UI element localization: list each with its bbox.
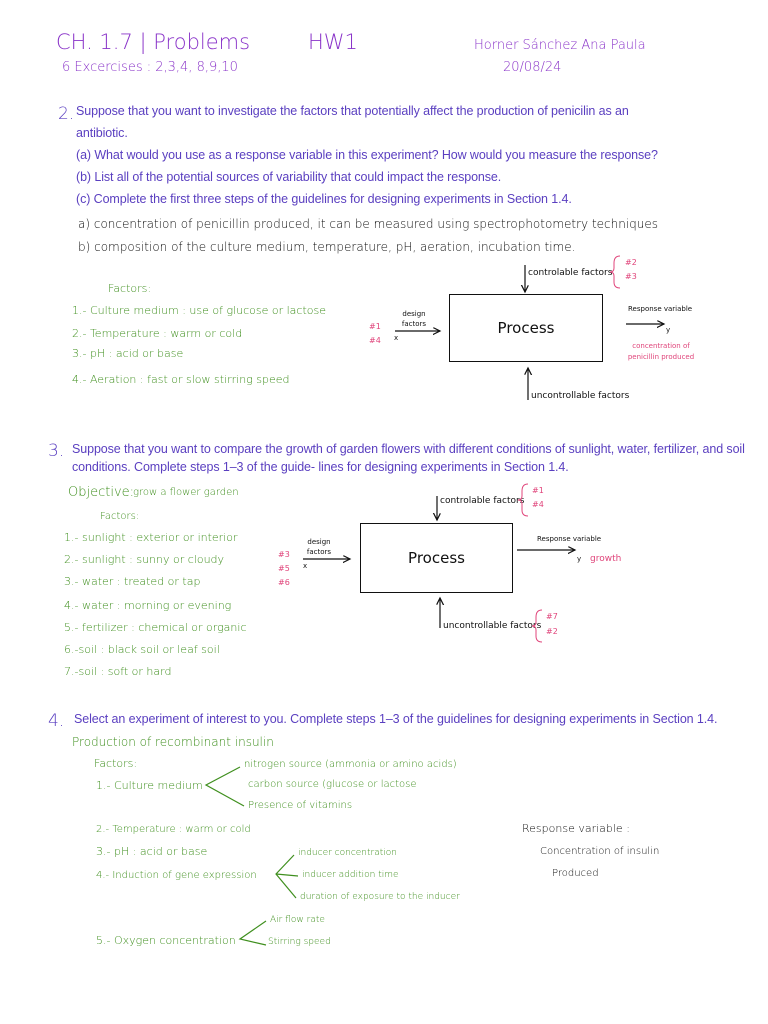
q2-process-label: Process bbox=[497, 319, 555, 337]
q3-number: 3. bbox=[48, 441, 65, 461]
q3-design-mark-3: #6 bbox=[278, 578, 290, 587]
q3-factor-7: 7.-soil : soft or hard bbox=[64, 665, 172, 678]
q3-controllable-brace bbox=[518, 484, 528, 516]
q4-response-line2: Produced bbox=[552, 868, 599, 879]
q4-topic: Production of recombinant insulin bbox=[72, 735, 274, 749]
q2-part-a: (a) What would you use as a response variable in this experiment? How would you measure the response? bbox=[76, 148, 658, 162]
q3-controllable-mark-2: #4 bbox=[532, 500, 544, 509]
q4-factor-1-branch-3: Presence of vitamins bbox=[248, 800, 353, 811]
q4-factor-4-branch-1: inducer concentration bbox=[298, 848, 397, 858]
q3-factors-title: Factors: bbox=[100, 511, 140, 522]
q2-text-line1: Suppose that you want to investigate the factors that potentially affect the production of penicilin as an bbox=[76, 104, 629, 118]
q4-factors-title: Factors: bbox=[94, 757, 138, 770]
q3-objective: grow a flower garden bbox=[133, 487, 239, 498]
q3-factor-4: 4.- water : morning or evening bbox=[64, 599, 232, 612]
q4-factor-4-branch-3: duration of exposure to the inducer bbox=[300, 892, 460, 902]
q2-controllable-brace bbox=[610, 256, 620, 288]
q4-text-line1: Select an experiment of interest to you. Complete steps 1–3 of the guidelines for designing experiments in Section 1.4. bbox=[74, 712, 718, 726]
q3-uncontrollable-mark-1: #7 bbox=[546, 612, 558, 621]
q2-number: 2. bbox=[58, 104, 75, 124]
author-name: Horner Sánchez Ana Paula bbox=[474, 38, 646, 53]
q2-design-mark-2: #4 bbox=[369, 336, 381, 345]
q3-process-label: Process bbox=[408, 549, 465, 567]
q4-factor-5: 5.- Oxygen concentration bbox=[96, 934, 236, 947]
q2-response-value: concentration of penicillin produced bbox=[627, 342, 695, 361]
q3-factor-2: 2.- sunlight : sunny or cloudy bbox=[64, 553, 225, 566]
q3-design-mark-1: #3 bbox=[278, 550, 290, 559]
page-title: CH. 1.7 | Problems bbox=[56, 30, 251, 54]
q2-part-c: (c) Complete the first three steps of the guidelines for designing experiments in Section 1.4. bbox=[76, 192, 572, 206]
q2-controllable-mark-2: #3 bbox=[625, 272, 637, 281]
q2-y-label: y bbox=[666, 326, 671, 334]
q3-factor-6: 6.-soil : black soil or leaf soil bbox=[64, 643, 220, 656]
q4-factor-1: 1.- Culture medium bbox=[96, 779, 203, 792]
q4-factor-1-branch-2: carbon source (glucose or lactose bbox=[248, 779, 417, 790]
q2-part-b: (b) List all of the potential sources of variability that could impact the response. bbox=[76, 170, 502, 184]
q3-response-label: Response variable bbox=[537, 535, 602, 543]
q4-factor-5-branch-1: Air flow rate bbox=[270, 915, 325, 925]
q2-answer-a: a) concentration of penicillin produced, it can be measured using spectrophotometry techniques bbox=[78, 217, 659, 231]
q2-uncontrollable-label: uncontrollable factors bbox=[531, 391, 630, 401]
q3-controllable-mark-1: #1 bbox=[532, 486, 544, 495]
q4-factor-3: 3.- pH : acid or base bbox=[96, 845, 208, 858]
q2-answer-b: b) composition of the culture medium, temperature, pH, aeration, incubation time. bbox=[78, 240, 576, 254]
q3-x-label: x bbox=[303, 562, 308, 570]
q3-factor-5: 5.- fertilizer : chemical or organic bbox=[64, 621, 247, 634]
q4-factor-5-bracket bbox=[240, 921, 266, 945]
q4-response-label: Response variable : bbox=[522, 822, 630, 835]
q3-design-factors-label: design factors bbox=[306, 538, 332, 556]
q3-y-label: y bbox=[577, 555, 582, 563]
homework-label: HW1 bbox=[308, 30, 358, 54]
q4-number: 4. bbox=[48, 711, 65, 731]
q2-factors-title: Factors: bbox=[108, 282, 152, 295]
q2-factor-4: 4.- Aeration : fast or slow stirring speed bbox=[72, 373, 290, 386]
q4-factor-4: 4.- Induction of gene expression bbox=[96, 870, 257, 881]
q2-x-label: x bbox=[394, 334, 399, 342]
q3-design-mark-2: #5 bbox=[278, 564, 290, 573]
q2-design-mark-1: #1 bbox=[369, 322, 381, 331]
q4-factor-4-middle bbox=[276, 874, 298, 876]
q3-factor-3: 3.- water : treated or tap bbox=[64, 575, 201, 588]
q4-response-line1: Concentration of insulin bbox=[540, 846, 660, 857]
q4-factor-4-bracket bbox=[276, 855, 296, 898]
q2-response-label: Response variable bbox=[628, 305, 693, 313]
q2-controllable-mark-1: #2 bbox=[625, 258, 637, 267]
date: 20/08/24 bbox=[503, 60, 562, 75]
q2-factor-3: 3.- pH : acid or base bbox=[72, 347, 184, 360]
q2-controllable-label: controlable factors bbox=[528, 268, 613, 278]
q3-factor-1: 1.- sunlight : exterior or interior bbox=[64, 531, 238, 544]
q2-factor-1: 1.- Culture medium : use of glucose or lactose bbox=[72, 304, 327, 317]
q3-text-line2: conditions. Complete steps 1–3 of the guide- lines for designing experiments in Section 1.4. bbox=[72, 460, 569, 474]
q3-uncontrollable-mark-2: #2 bbox=[546, 627, 558, 636]
q4-factor-2: 2.- Temperature : warm or cold bbox=[96, 824, 251, 835]
q4-factor-4-branch-2: inducer addition time bbox=[302, 870, 399, 880]
q4-factor-1-bracket bbox=[206, 767, 244, 806]
q3-text-line1: Suppose that you want to compare the growth of garden flowers with different conditions of sunlight, water, fertilizer, and soil bbox=[72, 442, 745, 456]
q3-response-value: growth bbox=[590, 554, 622, 564]
q4-factor-5-branch-2: Stirring speed bbox=[268, 937, 331, 947]
q2-design-factors-label: design factors bbox=[401, 310, 427, 328]
q3-objective-label: Objective: bbox=[68, 485, 135, 500]
q4-factor-1-branch-1: nitrogen source (ammonia or amino acids) bbox=[244, 759, 457, 770]
q2-factor-2: 2.- Temperature : warm or cold bbox=[72, 327, 243, 340]
q3-uncontrollable-brace bbox=[532, 610, 542, 642]
q3-uncontrollable-label: uncontrollable factors bbox=[443, 621, 542, 631]
q3-controllable-label: controlable factors bbox=[440, 496, 525, 506]
q2-text-line2: antibiotic. bbox=[76, 126, 128, 140]
exercise-list: 6 Excercises : 2,3,4, 8,9,10 bbox=[62, 60, 238, 75]
